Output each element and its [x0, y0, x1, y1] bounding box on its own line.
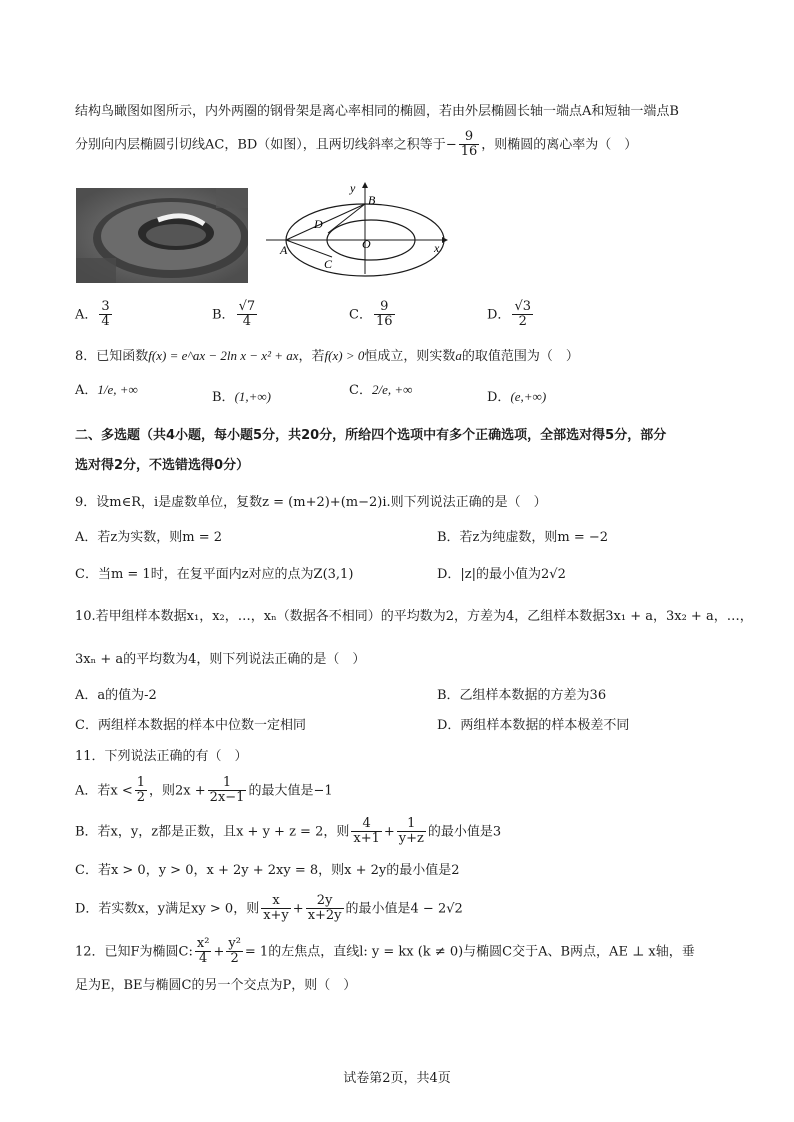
fig-label-c: C [324, 257, 333, 271]
section-2-heading-line1: 二、多选题（共4小题，每小题5分，共20分，所给四个选项中有多个正确选项，全部选对得5分，部分 [75, 428, 667, 443]
page-footer: 试卷第2页，共4页 [343, 1071, 451, 1086]
q7-stem-line2: 分别向内层椭圆引切线AC，BD（如图），且两切线斜率之积等于− $\frac{9}{16}$ ，则椭圆的离心率为（ ） [75, 129, 638, 160]
stadium-photo [76, 188, 248, 283]
q10-stem-line2: 3xₙ + a的平均数为4，则下列说法正确的是（ ） [75, 652, 366, 667]
q7-option-b: B． $\frac{√7}{4}$ [212, 299, 256, 330]
q9-option-b: B．若z为纯虚数，则m = −2 [437, 530, 609, 545]
fig-label-x: x [434, 241, 440, 255]
q11-option-d: D．若实数x，y满足xy > 0，则 $\frac{x}{x+y}$ + $\frac{2y}{x+2y}$ 的最小值是4 − 2√2 [75, 893, 463, 924]
q9-stem: 9．设m∈R，i是虚数单位，复数z = (m+2)+(m−2)i.则下列说法正确的是（ ） [75, 495, 547, 510]
q7-option-a: A． $\frac{3}{4}$ [75, 299, 110, 330]
q7-option-c: C． $\frac{9}{16}$ [349, 299, 393, 330]
q11-option-b: B．若x，y，z都是正数，且x + y + z = 2，则 $\frac{4}{x+1}$ + $\frac{1}{y+z}$ 的最小值是3 [75, 816, 502, 847]
q10-option-a: A．a的值为-2 [75, 688, 157, 703]
q11-option-a: A．若x < $\frac{1}{2}$ ，则2x + $\frac{1}{2x-1}$ 的最大值是−1 [75, 775, 333, 806]
q9-option-a: A．若z为实数，则m = 2 [75, 530, 222, 545]
section-2-heading-line2: 选对得2分，不选错选得0分） [75, 458, 250, 473]
q9-option-d: D．|z|的最小值为2√2 [437, 567, 566, 582]
q7-option-d: D． $\frac{√3}{2}$ [487, 299, 531, 330]
q11-option-c: C．若x > 0，y > 0，x + 2y + 2xy = 8，则x + 2y的最小值是2 [75, 863, 460, 878]
q12-stem-line1: 12．已知F为椭圆C: $\frac{\text{x²}}{4}$ + $\frac{\text{y²}}{2}$ = 1的左焦点，直线l: y = kx (k ≠ 0)与椭圆C交于A、B两点，AE ⊥ x轴，垂 [75, 936, 695, 967]
ellipse-figure [262, 178, 452, 278]
fig-label-a: A [280, 243, 288, 257]
fig-label-o: O [362, 237, 371, 251]
q9-option-c: C．当m = 1时，在复平面内z对应的点为Z(3,1) [75, 567, 354, 582]
q8-option-a: A．1/e, +∞ [75, 382, 138, 398]
q8-option-b: B．(1,+∞) [212, 389, 272, 405]
q8-stem: 8．已知函数f(x) = e^ax − 2ln x − x² + ax，若f(x) > 0恒成立，则实数a的取值范围为（ ） [75, 348, 579, 364]
fig-label-y: y [350, 181, 356, 195]
q11-stem: 11．下列说法正确的有（ ） [75, 749, 248, 764]
q8-option-c: C．2/e, +∞ [349, 382, 413, 398]
q10-stem-line1: 10.若甲组样本数据x₁，x₂，…，xₙ（数据各不相同）的平均数为2，方差为4，乙组样本数据3x₁ + a，3x₂ + a，…， [75, 609, 753, 624]
q8-option-d: D．(e,+∞) [487, 389, 547, 405]
q7-stem-line1: 结构鸟瞰图如图所示，内外两圈的钢骨架是离心率相同的椭圆，若由外层椭圆长轴一端点A和短轴一端点B [75, 104, 679, 119]
q10-option-c: C．两组样本数据的样本中位数一定相同 [75, 718, 306, 733]
q10-option-d: D．两组样本数据的样本极差不同 [437, 718, 630, 733]
q12-stem-line2: 足为E，BE与椭圆C的另一个交点为P，则（ ） [75, 978, 357, 993]
fig-label-b: B [368, 193, 376, 207]
fig-label-d: D [314, 217, 323, 231]
q10-option-b: B．乙组样本数据的方差为36 [437, 688, 607, 703]
